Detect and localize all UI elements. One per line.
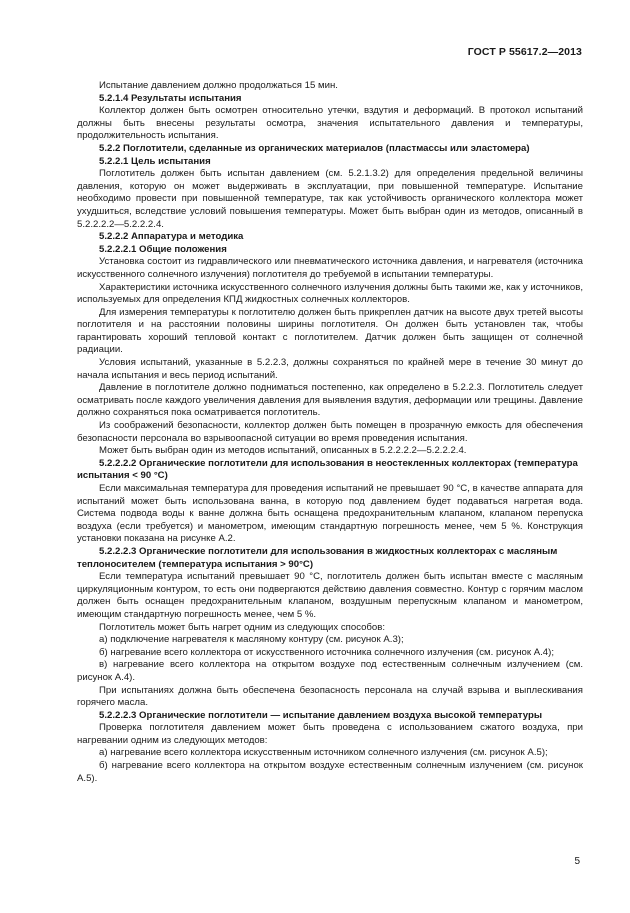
paragraph: Из соображений безопасности, коллектор должен быть помещен в прозрачную емкость для обеспечения безопасности персонала во взрывоопасной ситуации во время проведения испытания. — [77, 420, 583, 444]
paragraph: Испытание давлением должно продолжаться 15 мин. — [99, 80, 338, 91]
section-heading: 5.2.2 Поглотители, сделанные из органических материалов (пластмассы или эластомера) — [99, 142, 530, 154]
section-heading: 5.2.2.2.3 Органические поглотители для использования в жидкостных коллекторах с масляным теплоносителем (температура испытания > 90°С) — [77, 545, 558, 570]
document-body — [77, 80, 583, 785]
paragraph: Проверка поглотителя давлением может быть проведена с использованием сжатого воздуха, при нагревании одним из следующих методов: — [77, 722, 583, 746]
list-item: а) подключение нагревателя к масляному контуру (см. рисунок А.3); — [99, 634, 404, 646]
paragraph: При испытаниях должна быть обеспечена безопасность персонала на случай взрыва и выплескивания горячего масла. — [77, 684, 583, 709]
section-heading: 5.2.2.2 Аппаратура и методика — [99, 231, 244, 243]
paragraph: Если максимальная температура для проведения испытаний не превышает 90 °С, в качестве аппарата для испытаний может быть использована ванна, в которую под давлением будет подаваться нагретая вода. Система подвода воды к ванне должна быть оснащена предохранительным клапаном, клапаном перепуска воздуха (если требуется) и манометром, имеющим стандартную погрешность менее, чем 5 %. Конструкция установки показана на рисунке А.2. — [77, 483, 583, 545]
paragraph: Может быть выбран один из методов испытаний, описанных в 5.2.2.2.2—5.2.2.2.4. — [99, 445, 467, 457]
section-heading: 5.2.2.2.1 Общие положения — [99, 243, 227, 255]
section-heading: 5.2.2.2.2 Органические поглотители для использования в неостекленных коллекторах (температура испытания < 90 °С) — [77, 457, 578, 482]
list-item: а) нагревание всего коллектора искусственным источником солнечного излучения (см. рисунок А.5); — [99, 747, 548, 759]
paragraph: Условия испытаний, указанные в 5.2.2.3, должны сохраняться по крайней мере в течение 30 минут до начала испытания и весь период испытаний. — [77, 357, 583, 381]
list-item: б) нагревание всего коллектора на открытом воздухе естественным солнечным излучением (см. рисунок А.5). — [77, 760, 583, 784]
document-header: ГОСТ Р 55617.2—2013 — [467, 46, 582, 58]
list-item: в) нагревание всего коллектора на открытом воздухе под естественным солнечным излучением (см. рисунок А.4). — [77, 659, 583, 683]
paragraph: Характеристики источника искусственного солнечного излучения должны быть такими же, как у источников, используемых для определения КПД жидкостных солнечных коллекторов. — [77, 281, 583, 306]
paragraph: Давление в поглотителе должно подниматься постепенно, как определено в 5.2.2.3. Поглотитель следует осматривать после каждого увеличения давления для выявления вздутия, деформации или трещины. Давление должно сохраняться пока осматривается поглотитель. — [77, 382, 583, 419]
page-number: 5 — [574, 856, 580, 867]
section-heading: 5.2.1.4 Результаты испытания — [99, 92, 242, 104]
list-item: б) нагревание всего коллектора от искусственного источника солнечного излучения (см. рисунок А.4); — [99, 646, 554, 658]
section-heading: 5.2.2.1 Цель испытания — [99, 155, 211, 167]
paragraph: Установка состоит из гидравлического или пневматического источника давления, и нагревателя (источника искусственного солнечного излучения) поглотителя до требуемой в испытании температуры. — [77, 256, 583, 280]
section-heading: 5.2.2.2.3 Органические поглотители — испытание давлением воздуха высокой температуры — [99, 709, 543, 721]
paragraph: Поглотитель должен быть испытан давлением (см. 5.2.1.3.2) для определения предельной величины давления, которую он может выдерживать в эксплуатации, при повышенной температуре. Испытание необходимо провести при повышенной температуре, так как устойчивость органического коллектора может ухудшиться, вследствие условий повышения температуры. Может быть выбран один из методов, описанный в 5.2.2.2.2—5.2.2.2.4. — [77, 168, 583, 230]
paragraph: Поглотитель может быть нагрет одним из следующих способов: — [99, 621, 386, 633]
paragraph: Для измерения температуры к поглотителю должен быть прикреплен датчик на высоте двух третей высоты поглотителя и на расстоянии половины ширины поглотителя. Он должен быть установлен так, чтобы гарантировать хороший тепловой контакт с поглотителем. Датчик должен быть защищен от солнечной радиации. — [77, 306, 583, 356]
paragraph: Коллектор должен быть осмотрен относительно утечки, вздутия и деформаций. В протокол испытаний должны быть внесены результаты осмотра, значения испытательного давления и температуры, продолжительность испытания. — [77, 105, 583, 142]
paragraph: Если температура испытаний превышает 90 °С, поглотитель должен быть испытан вместе с масляным циркуляционным контуром, то есть они подвергаются действию давления совместно. Контур с горячим маслом должен быть оснащен предохранительным клапаном, воздушным перепускным клапаном и манометром, имеющим стандартную погрешность менее, чем 5 %. — [77, 571, 583, 620]
